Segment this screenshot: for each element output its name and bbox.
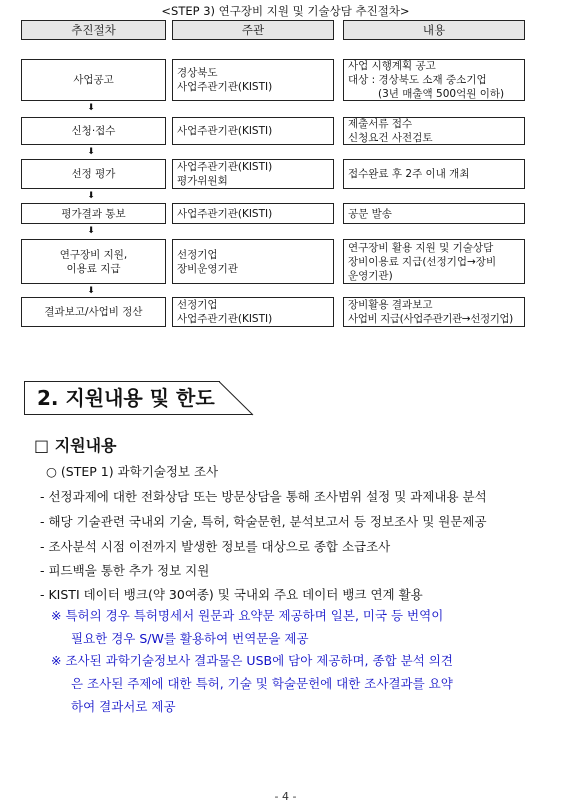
org-line: 사업주관기관(KISTI) (177, 207, 273, 220)
org-line: 사업주관기관(KISTI) (177, 125, 273, 137)
list-item: - 해당 기술관련 국내외 기술, 특허, 학술문헌, 분석보고서 등 정보조사 및 원문제공 (40, 514, 487, 529)
list-item: - KISTI 데이터 뱅크(약 30여종) 및 국내외 주요 데이터 뱅크 연계 활용 (40, 587, 423, 602)
org-cell (172, 297, 334, 327)
down-arrow-icon: ⬇ (87, 286, 95, 296)
content-line: 신청요건 사전검토 (348, 132, 433, 144)
content-line: 접수완료 후 2주 이내 개최 (348, 168, 470, 180)
step-cell (21, 59, 166, 101)
subsection-title: □ 지원내용 (34, 436, 117, 455)
content-line: 공문 발송 (348, 207, 392, 220)
org-line: 장비운영기관 (177, 262, 238, 275)
content-line: 장비이용료 지급(선정기업→장비 (348, 255, 497, 268)
org-line: 사업주관기관(KISTI) (177, 81, 273, 93)
content-line: 사업비 지급(사업주관기관→선정기업) (348, 313, 513, 325)
header-org: 주관 (172, 20, 334, 40)
step-label: 결과보고/사업비 정산 (44, 306, 143, 318)
header-content: 내용 (343, 20, 525, 40)
note-line: ※ 조사된 과학기술정보사 결과물은 USB에 담아 제공하며, 종합 분석 의견 (51, 653, 453, 668)
list-item: - 피드백을 통한 추가 정보 지원 (40, 563, 210, 578)
content-cell (343, 159, 525, 189)
content-line: 장비활용 결과보고 (348, 299, 433, 311)
down-arrow-icon: ⬇ (87, 103, 95, 113)
content-line: 연구장비 활용 지원 및 기술상담 (348, 241, 494, 254)
org-line: 경상북도 (177, 67, 218, 79)
org-line: 사업주관기관(KISTI) (177, 313, 273, 325)
step-label: 사업공고 (73, 74, 114, 86)
down-arrow-icon: ⬇ (87, 226, 95, 236)
step-label: 연구장비 지원, (59, 248, 128, 261)
org-line: 사업주관기관(KISTI) (177, 161, 273, 173)
content-cell (343, 117, 525, 145)
content-line: 제출서류 접수 (348, 118, 413, 130)
content-line: 운영기관) (348, 269, 393, 282)
down-arrow-icon: ⬇ (87, 191, 95, 201)
down-arrow-icon: ⬇ (87, 147, 95, 157)
org-cell (172, 203, 334, 224)
org-line: 평가위원회 (177, 175, 228, 187)
org-line: 선정기업 (177, 299, 218, 311)
content-cell (343, 59, 525, 101)
list-item: - 조사분석 시점 이전까지 발생한 정보를 대상으로 종합 소급조사 (40, 539, 391, 554)
section-title-tab-shape (219, 381, 255, 416)
org-cell (172, 159, 334, 189)
list-item: ○ (STEP 1) 과학기술정보 조사 (46, 464, 219, 479)
content-line: 사업 시행계획 공고 (348, 60, 436, 72)
note-line: 은 조사된 주제에 대한 특허, 기술 및 학술문헌에 대한 조사결과를 요약 (71, 676, 453, 691)
flow-caption: <STEP 3) 연구장비 지원 및 기술상담 추진절차> (161, 4, 410, 18)
step-cell (21, 239, 166, 284)
content-cell (343, 203, 525, 224)
content-cell (343, 297, 525, 327)
step-label: 선정 평가 (71, 168, 116, 180)
note-line: 하여 결과서로 제공 (71, 699, 176, 714)
note-line: 필요한 경우 S/W를 활용하여 번역문을 제공 (71, 631, 309, 646)
content-line: (3년 매출액 500억원 이하) (378, 88, 505, 100)
section-title: 2. 지원내용 및 한도 (24, 381, 220, 415)
content-cell (343, 239, 525, 284)
step-cell (21, 117, 166, 145)
step-cell (21, 297, 166, 327)
note-line: ※ 특허의 경우 특허명세서 원문과 요약문 제공하며 일본, 미국 등 번역이 (51, 608, 444, 623)
step-label: 평가결과 통보 (61, 207, 126, 220)
org-cell (172, 59, 334, 101)
content-line: 대상 : 경상북도 소재 중소기업 (348, 74, 487, 86)
step-cell (21, 159, 166, 189)
list-item: - 선정과제에 대한 전화상담 또는 방문상담을 통해 조사범위 설정 및 과제내용 분석 (40, 489, 487, 504)
step-cell (21, 203, 166, 224)
section-underline (24, 414, 252, 415)
step-label: 이용료 지급 (66, 262, 121, 275)
page-number: - 4 - (274, 790, 297, 803)
org-cell (172, 117, 334, 145)
org-line: 선정기업 (177, 248, 218, 261)
step-label: 신청·접수 (71, 125, 116, 137)
header-step: 추진절차 (21, 20, 166, 40)
org-cell (172, 239, 334, 284)
